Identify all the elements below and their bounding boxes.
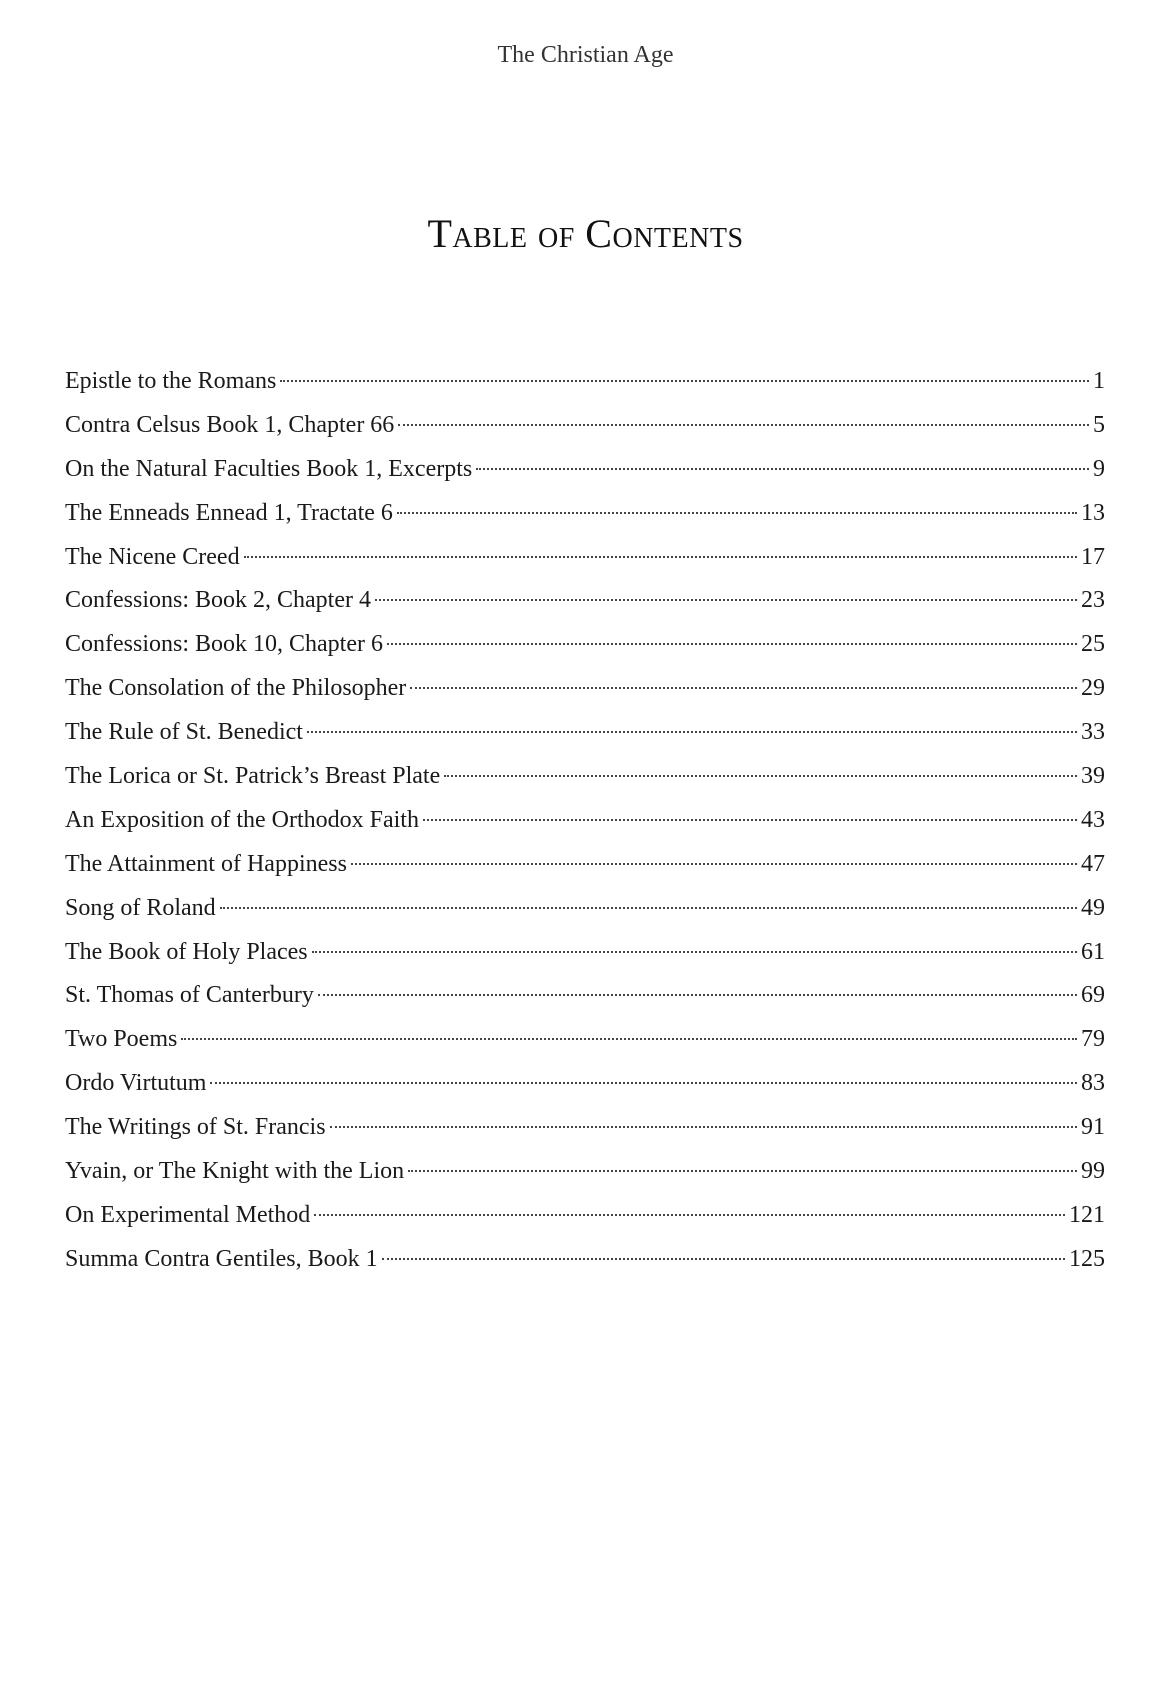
toc-entry[interactable] bbox=[65, 456, 1105, 500]
toc-entry-title[interactable]: The Nicene Creed bbox=[65, 543, 240, 570]
toc-entry[interactable] bbox=[65, 939, 1105, 983]
toc-entry[interactable] bbox=[65, 412, 1105, 456]
toc-entry-title[interactable]: The Consolation of the Philosopher bbox=[65, 675, 407, 702]
toc-page-number[interactable]: 99 bbox=[1081, 1158, 1105, 1185]
toc-entry-title[interactable]: Confessions: Book 2, Chapter 4 bbox=[65, 587, 371, 614]
toc-page-number[interactable]: 69 bbox=[1081, 982, 1105, 1009]
toc-entry-title[interactable]: The Rule of St. Benedict bbox=[65, 719, 303, 746]
toc-entry[interactable] bbox=[65, 851, 1105, 895]
toc-entry[interactable] bbox=[65, 719, 1105, 763]
toc-entry-title[interactable]: The Enneads Ennead 1, Tractate 6 bbox=[65, 499, 393, 526]
page-title: Table of Contents bbox=[427, 211, 744, 256]
toc-page-number[interactable]: 9 bbox=[1093, 455, 1105, 482]
toc-entry[interactable] bbox=[65, 1070, 1105, 1114]
dot-leader bbox=[318, 994, 1077, 996]
dot-leader bbox=[375, 599, 1077, 601]
dot-leader bbox=[280, 380, 1089, 382]
dot-leader bbox=[220, 907, 1077, 909]
toc-entry-title[interactable]: Song of Roland bbox=[65, 894, 216, 921]
toc-page-number[interactable]: 43 bbox=[1081, 806, 1105, 833]
toc-page-number[interactable]: 29 bbox=[1081, 675, 1105, 702]
toc-page-number[interactable]: 47 bbox=[1081, 850, 1105, 877]
toc-entry-title[interactable]: Confessions: Book 10, Chapter 6 bbox=[65, 631, 383, 658]
dot-leader bbox=[307, 731, 1077, 733]
toc-entry-title[interactable]: The Lorica or St. Patrick’s Breast Plate bbox=[65, 763, 441, 790]
toc-entry-title[interactable]: The Writings of St. Francis bbox=[65, 1114, 326, 1141]
toc-entry[interactable] bbox=[65, 1158, 1105, 1202]
toc-entry[interactable] bbox=[65, 368, 1105, 412]
dot-leader bbox=[210, 1082, 1077, 1084]
toc-entry-title[interactable]: Yvain, or The Knight with the Lion bbox=[65, 1158, 405, 1185]
dot-leader bbox=[397, 512, 1077, 514]
dot-leader bbox=[312, 951, 1077, 953]
toc-page-number[interactable]: 17 bbox=[1081, 543, 1105, 570]
dot-leader bbox=[314, 1214, 1065, 1216]
dot-leader bbox=[382, 1258, 1065, 1260]
running-header: The Christian Age bbox=[497, 42, 674, 68]
toc-entry-title[interactable]: The Attainment of Happiness bbox=[65, 850, 347, 877]
toc-page-number[interactable]: 61 bbox=[1081, 938, 1105, 965]
toc-page-number[interactable]: 33 bbox=[1081, 719, 1105, 746]
toc-entry-title[interactable]: Contra Celsus Book 1, Chapter 66 bbox=[65, 411, 395, 438]
toc-page-number[interactable]: 125 bbox=[1069, 1245, 1105, 1272]
toc-entry-title[interactable]: An Exposition of the Orthodox Faith bbox=[65, 806, 419, 833]
toc-entry[interactable] bbox=[65, 1202, 1105, 1246]
toc-entry[interactable] bbox=[65, 500, 1105, 544]
toc-entry[interactable] bbox=[65, 1246, 1105, 1290]
toc-entry[interactable] bbox=[65, 895, 1105, 939]
dot-leader bbox=[181, 1038, 1077, 1040]
toc-entry-title[interactable]: Epistle to the Romans bbox=[65, 368, 277, 394]
toc-entry-title[interactable]: On the Natural Faculties Book 1, Excerpts bbox=[65, 455, 473, 482]
toc-list bbox=[65, 368, 1105, 1290]
toc-entry[interactable] bbox=[65, 763, 1105, 807]
toc-page-number[interactable]: 23 bbox=[1081, 587, 1105, 614]
toc-entry[interactable] bbox=[65, 675, 1105, 719]
dot-leader bbox=[351, 863, 1077, 865]
dot-leader bbox=[244, 556, 1077, 558]
toc-entry[interactable] bbox=[65, 807, 1105, 851]
dot-leader bbox=[408, 1170, 1077, 1172]
toc-entry[interactable] bbox=[65, 1114, 1105, 1158]
toc-entry[interactable] bbox=[65, 1026, 1105, 1070]
toc-page-number[interactable]: 91 bbox=[1081, 1114, 1105, 1141]
dot-leader bbox=[330, 1126, 1077, 1128]
toc-entry[interactable] bbox=[65, 587, 1105, 631]
toc-entry-title[interactable]: Summa Contra Gentiles, Book 1 bbox=[65, 1245, 378, 1272]
toc-page-number[interactable]: 121 bbox=[1069, 1201, 1105, 1228]
dot-leader bbox=[423, 819, 1077, 821]
toc-entry-title[interactable]: Two Poems bbox=[65, 1026, 178, 1053]
toc-entry[interactable] bbox=[65, 982, 1105, 1026]
toc-page-number[interactable]: 79 bbox=[1081, 1026, 1105, 1053]
toc-page-number[interactable]: 25 bbox=[1081, 631, 1105, 658]
toc-entry-title[interactable]: Ordo Virtutum bbox=[65, 1070, 207, 1097]
toc-entry-title[interactable]: St. Thomas of Canterbury bbox=[65, 982, 314, 1009]
toc-page-number[interactable]: 5 bbox=[1093, 411, 1105, 438]
dot-leader bbox=[398, 424, 1089, 426]
dot-leader bbox=[410, 687, 1077, 689]
toc-page-number[interactable]: 83 bbox=[1081, 1070, 1105, 1097]
toc-entry-title[interactable]: The Book of Holy Places bbox=[65, 938, 308, 965]
toc-page-number[interactable]: 39 bbox=[1081, 763, 1105, 790]
toc-page-number[interactable]: 49 bbox=[1081, 894, 1105, 921]
toc-page-number[interactable]: 13 bbox=[1081, 499, 1105, 526]
toc-page-number[interactable]: 1 bbox=[1093, 368, 1105, 394]
dot-leader bbox=[387, 643, 1077, 645]
dot-leader bbox=[444, 775, 1077, 777]
toc-entry[interactable] bbox=[65, 544, 1105, 588]
toc-entry[interactable] bbox=[65, 631, 1105, 675]
dot-leader bbox=[476, 468, 1089, 470]
toc-entry-title[interactable]: On Experimental Method bbox=[65, 1201, 311, 1228]
